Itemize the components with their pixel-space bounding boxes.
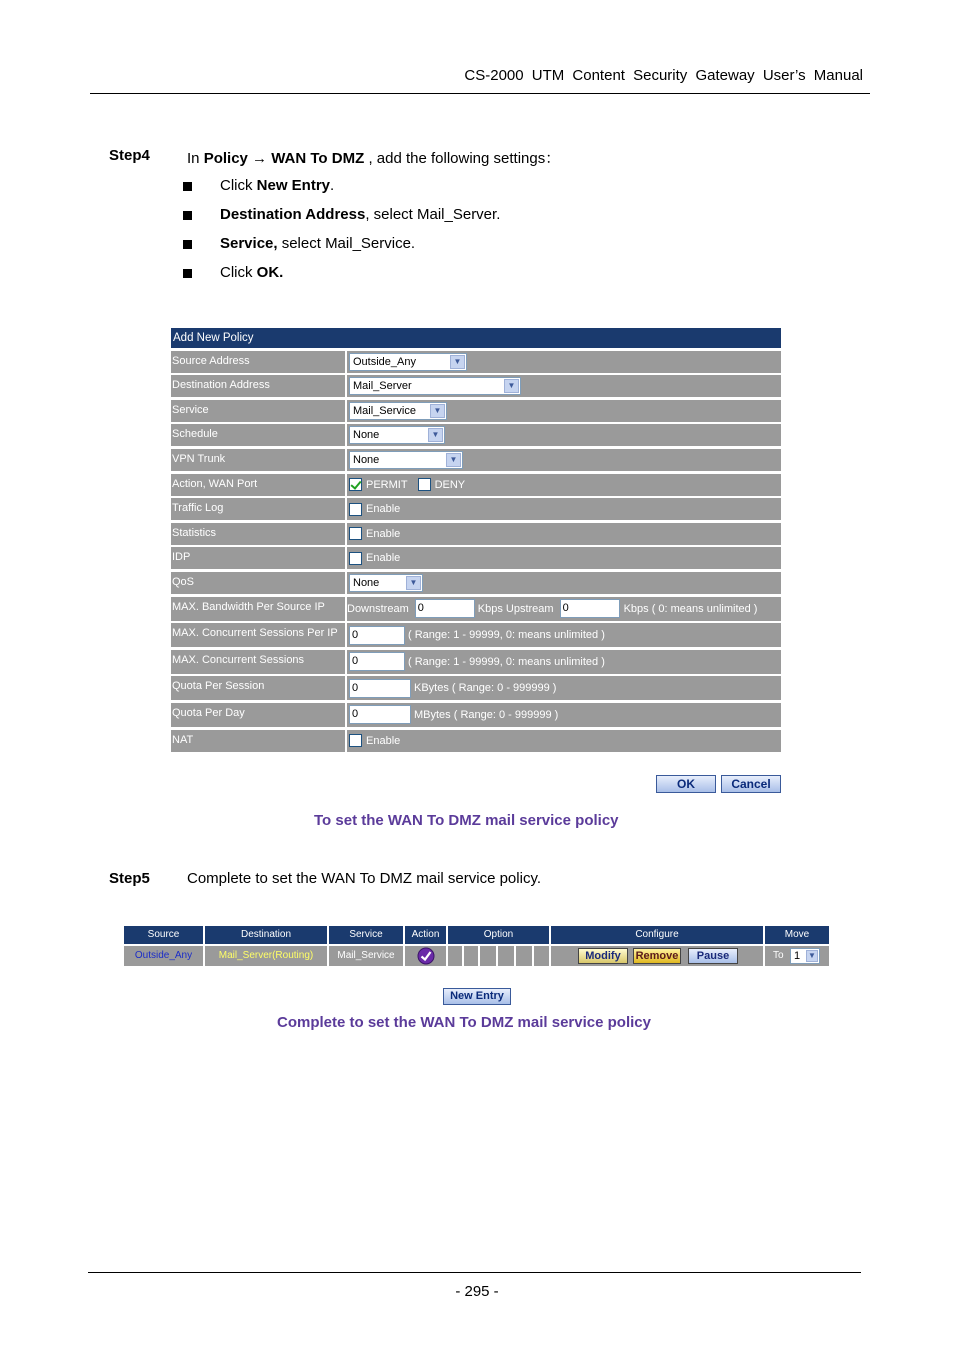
bullet-square-icon xyxy=(183,269,192,278)
cancel-button[interactable]: Cancel xyxy=(721,775,781,793)
range-hint: ( Range: 1 - 99999, 0: means unlimited ) xyxy=(408,655,605,668)
col-destination: Destination xyxy=(205,926,327,944)
form-row-max-sessions-per-ip xyxy=(171,623,781,647)
form-row-traffic-log xyxy=(171,498,781,520)
row-label: MAX. Concurrent Sessions xyxy=(171,650,345,674)
chevron-down-icon: ▼ xyxy=(450,355,465,369)
figure-caption: To set the WAN To DMZ mail service policy xyxy=(314,812,619,829)
upstream-input[interactable]: 0 xyxy=(560,599,620,618)
col-source: Source xyxy=(124,926,203,944)
statistics-checkbox[interactable] xyxy=(349,527,362,540)
row-source-link[interactable]: Outside_Any xyxy=(124,946,203,966)
page-number: - 295 - xyxy=(455,1283,499,1300)
schedule-select[interactable]: None ▼ xyxy=(349,426,445,444)
form-row-schedule xyxy=(171,424,781,446)
chevron-down-icon: ▼ xyxy=(406,576,421,590)
form-row-idp xyxy=(171,547,781,569)
remove-button[interactable]: Remove xyxy=(633,948,681,964)
row-label: Quota Per Session xyxy=(171,676,345,700)
idp-checkbox[interactable] xyxy=(349,552,362,565)
deny-label: DENY xyxy=(434,478,466,491)
row-label: Schedule xyxy=(171,424,345,446)
header-divider xyxy=(90,93,870,94)
option-cell xyxy=(480,946,496,966)
col-configure: Configure xyxy=(551,926,763,944)
quota-per-day-input[interactable]: 0 xyxy=(349,705,411,724)
vpn-trunk-select[interactable]: None ▼ xyxy=(349,451,463,469)
move-position-select[interactable]: 1 ▼ xyxy=(790,948,820,964)
col-move: Move xyxy=(765,926,829,944)
quota-per-session-input[interactable]: 0 xyxy=(349,679,411,698)
row-label: MAX. Concurrent Sessions Per IP xyxy=(171,623,345,647)
option-cell xyxy=(448,946,462,966)
downstream-input[interactable]: 0 xyxy=(415,599,475,618)
modify-button[interactable]: Modify xyxy=(578,948,628,964)
chevron-down-icon: ▼ xyxy=(428,428,443,442)
permit-icon xyxy=(417,947,435,965)
row-action xyxy=(405,946,446,966)
form-row-qos xyxy=(171,572,781,594)
figure-caption: Complete to set the WAN To DMZ mail service policy xyxy=(277,1014,651,1031)
form-row-service xyxy=(171,400,781,422)
step5-label: Step5 xyxy=(109,870,150,887)
source-address-select[interactable]: Outside_Any ▼ xyxy=(349,353,467,371)
row-label: Source Address xyxy=(171,351,345,373)
form-row-nat xyxy=(171,730,781,752)
option-cell xyxy=(464,946,478,966)
enable-label: Enable xyxy=(366,527,401,540)
move-to-label: To xyxy=(773,950,784,961)
row-label: Quota Per Day xyxy=(171,703,345,727)
form-row-action xyxy=(171,474,781,496)
form-row-max-bandwidth xyxy=(171,597,781,621)
row-destination-link[interactable]: Mail_Server(Routing) xyxy=(205,946,327,966)
form-row-vpn-trunk xyxy=(171,449,781,471)
chevron-down-icon: ▼ xyxy=(504,379,519,393)
step4-intro: In Policy → WAN To DMZ , add the following settings： xyxy=(187,150,561,167)
form-row-statistics xyxy=(171,523,781,545)
chevron-down-icon: ▼ xyxy=(806,950,818,962)
option-cell xyxy=(534,946,549,966)
row-label: Service xyxy=(171,400,345,422)
col-option: Option xyxy=(448,926,549,944)
form-row-quota-per-session xyxy=(171,676,781,700)
step4-label: Step4 xyxy=(109,147,150,164)
row-label: IDP xyxy=(171,547,345,569)
option-cell xyxy=(516,946,532,966)
ok-button[interactable]: OK xyxy=(656,775,716,793)
pause-button[interactable]: Pause xyxy=(688,948,738,964)
chevron-down-icon: ▼ xyxy=(430,404,445,418)
form-row-max-sessions xyxy=(171,650,781,674)
form-row-source-address xyxy=(171,351,781,373)
permit-checkbox[interactable] xyxy=(349,478,362,491)
destination-address-select[interactable]: Mail_Server ▼ xyxy=(349,377,521,395)
permit-label: PERMIT xyxy=(366,478,408,491)
deny-checkbox[interactable] xyxy=(418,478,431,491)
form-title: Add New Policy xyxy=(171,328,781,348)
row-label: Action, WAN Port xyxy=(171,474,345,496)
service-select[interactable]: Mail_Service ▼ xyxy=(349,402,447,420)
footer-divider xyxy=(88,1272,861,1273)
max-sessions-input[interactable]: 0 xyxy=(349,652,405,671)
row-label: NAT xyxy=(171,730,345,752)
nat-checkbox[interactable] xyxy=(349,734,362,747)
bullet-square-icon xyxy=(183,182,192,191)
step5-text: Complete to set the WAN To DMZ mail service policy. xyxy=(187,870,541,887)
new-entry-button[interactable]: New Entry xyxy=(443,988,511,1005)
row-service: Mail_Service xyxy=(329,946,403,966)
row-label: Destination Address xyxy=(171,375,345,397)
downstream-label: Downstream xyxy=(347,602,409,615)
row-label: Statistics xyxy=(171,523,345,545)
range-hint: ( Range: 1 - 99999, 0: means unlimited ) xyxy=(408,629,605,642)
form-row-quota-per-day xyxy=(171,703,781,727)
col-action: Action xyxy=(405,926,446,944)
upstream-label: Kbps Upstream xyxy=(477,602,554,615)
row-label: MAX. Bandwidth Per Source IP xyxy=(171,597,345,621)
option-cell xyxy=(498,946,514,966)
bullet-square-icon xyxy=(183,240,192,249)
row-label: VPN Trunk xyxy=(171,449,345,471)
traffic-log-checkbox[interactable] xyxy=(349,503,362,516)
bandwidth-hint: Kbps ( 0: means unlimited ) xyxy=(623,602,758,615)
range-hint: KBytes ( Range: 0 - 999999 ) xyxy=(414,682,557,695)
form-row-destination-address xyxy=(171,375,781,397)
range-hint: MBytes ( Range: 0 - 999999 ) xyxy=(414,708,559,721)
bullet-square-icon xyxy=(183,211,192,220)
enable-label: Enable xyxy=(366,734,401,747)
chevron-down-icon: ▼ xyxy=(446,453,461,467)
col-service: Service xyxy=(329,926,403,944)
enable-label: Enable xyxy=(366,503,401,516)
enable-label: Enable xyxy=(366,552,401,565)
qos-select[interactable]: None ▼ xyxy=(349,574,423,592)
row-label: QoS xyxy=(171,572,345,594)
row-label: Traffic Log xyxy=(171,498,345,520)
manual-title: CS-2000 UTM Content Security Gateway User’s Manual xyxy=(464,67,863,84)
sessions-per-ip-input[interactable]: 0 xyxy=(349,626,405,645)
add-new-policy-form xyxy=(171,328,781,752)
